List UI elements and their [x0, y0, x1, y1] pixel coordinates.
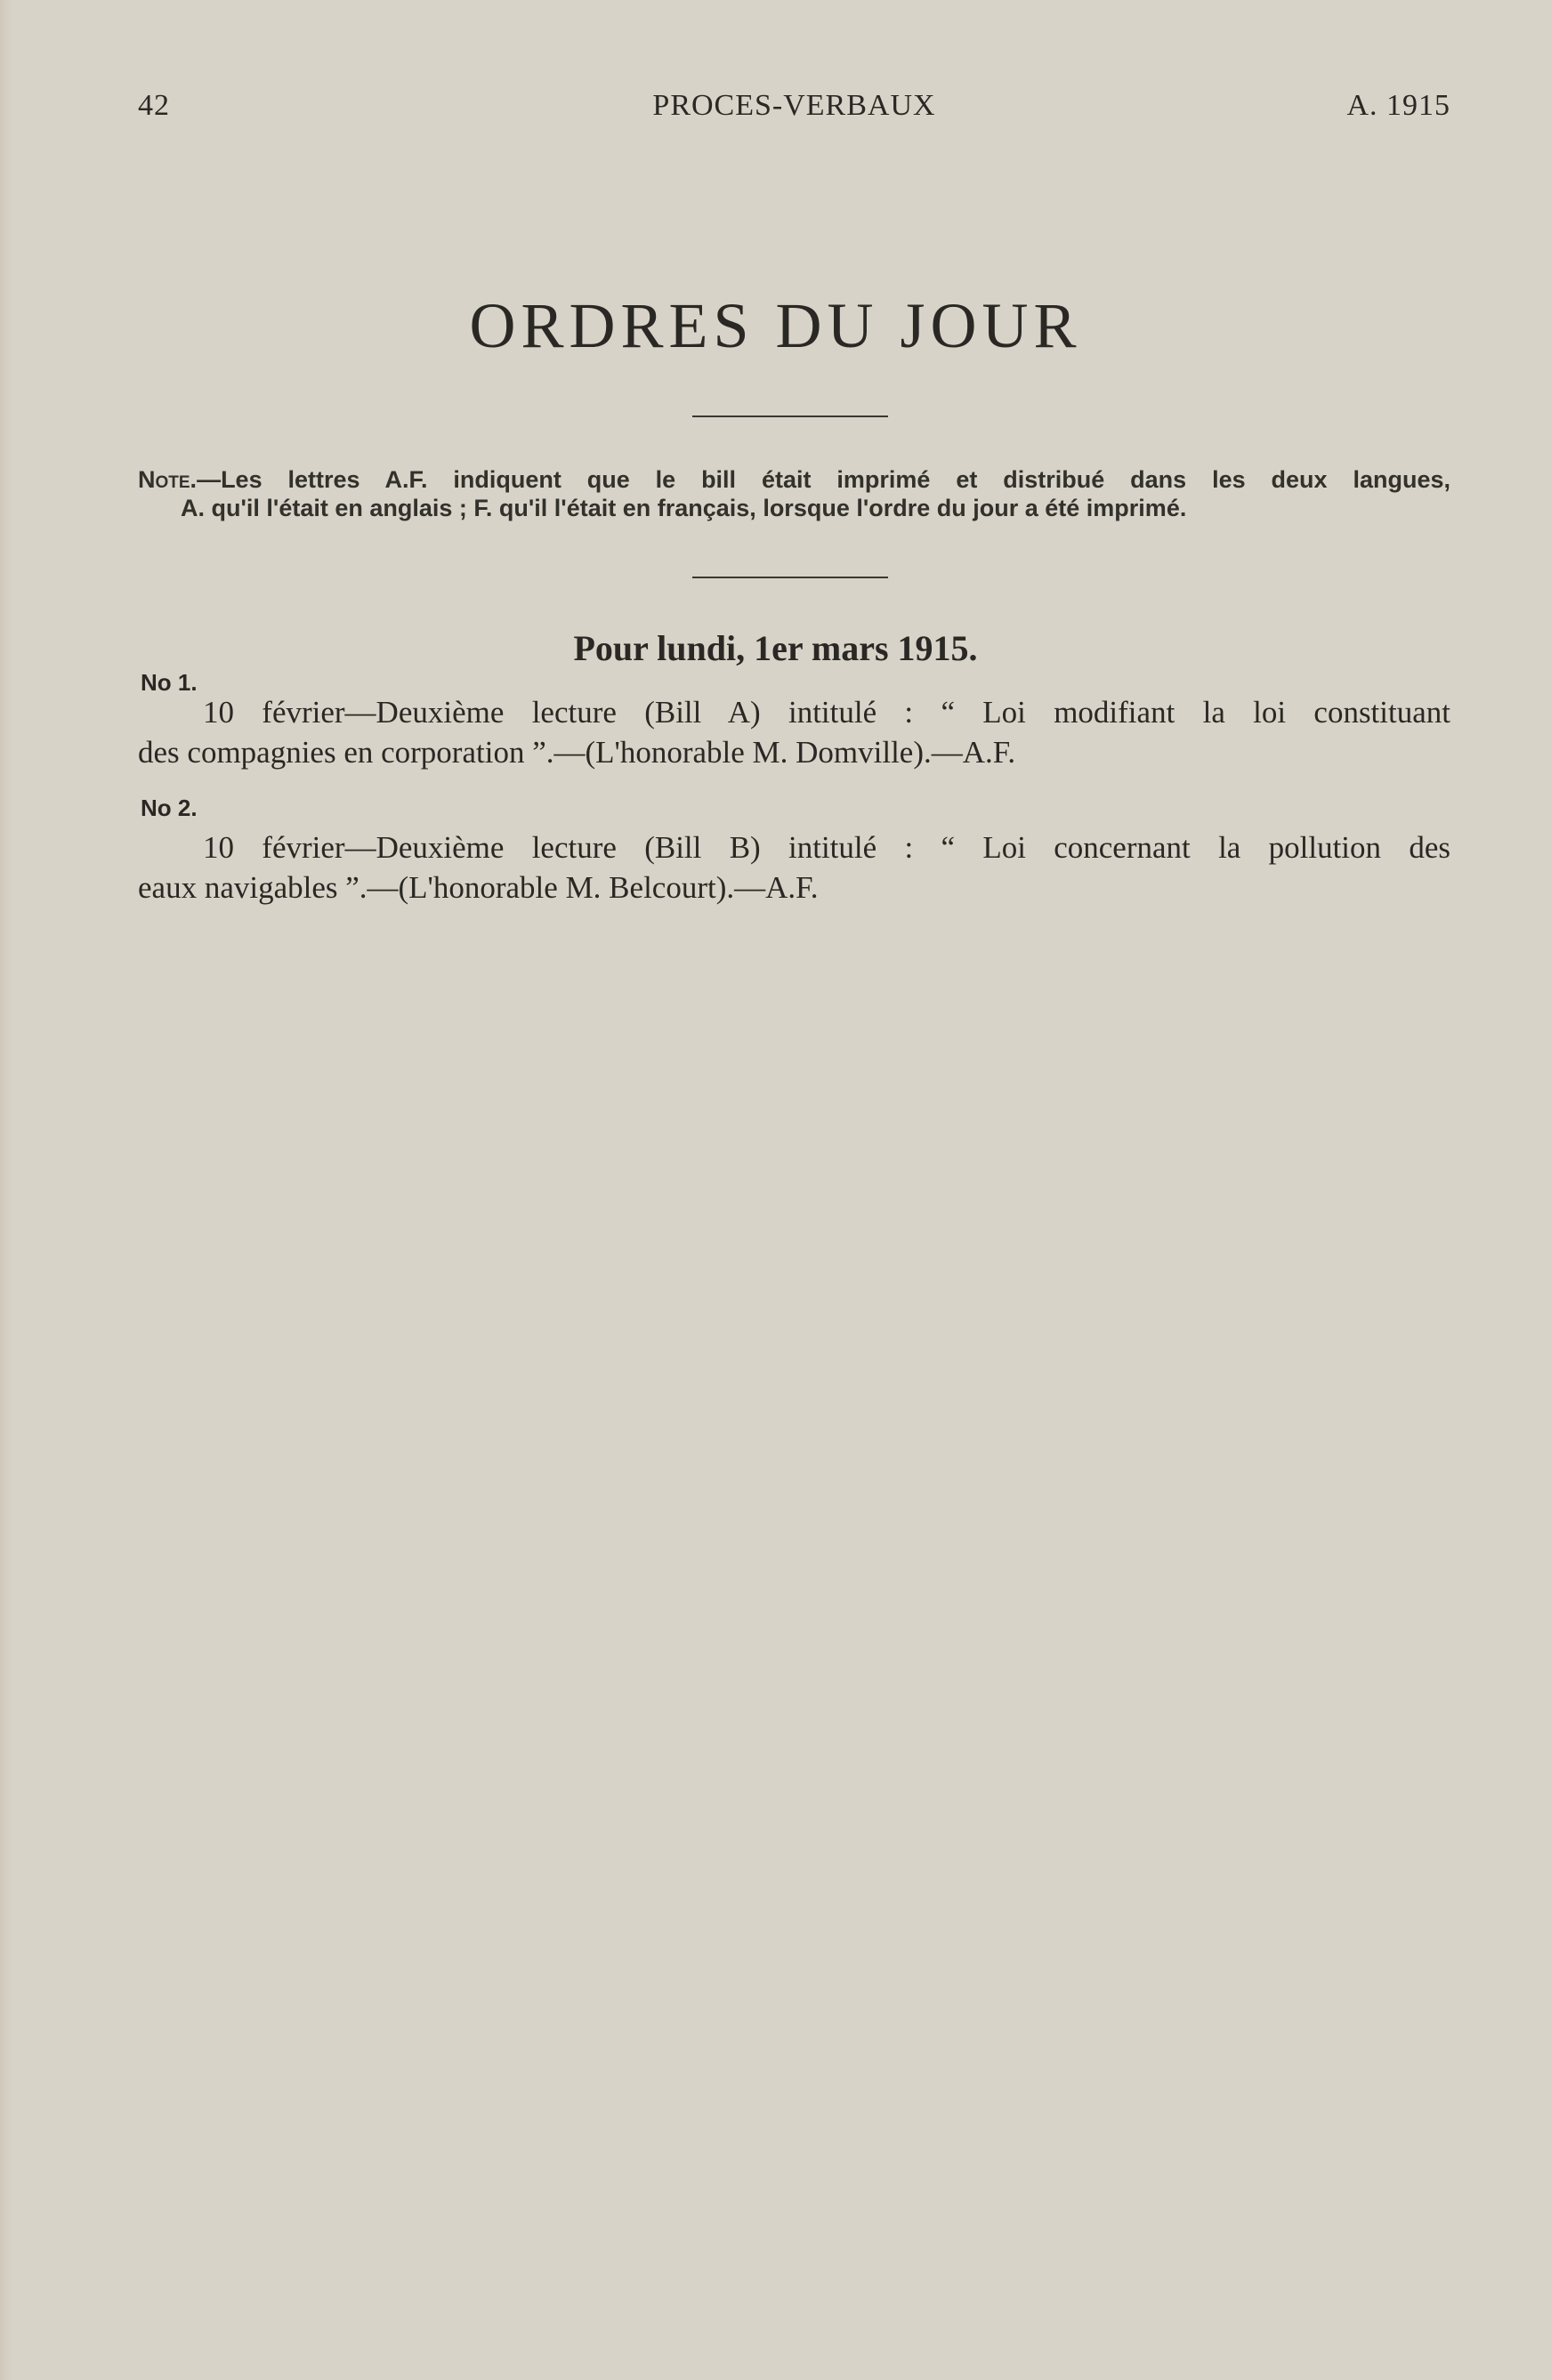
order-item-line-1: 10 février—Deuxième lecture (Bill A) intitulé : “ Loi modifiant la loi constituant — [203, 695, 1450, 730]
divider — [692, 415, 888, 417]
date-heading: Pour lundi, 1er mars 1915. — [573, 628, 978, 668]
note-paragraph — [138, 465, 1450, 522]
order-item-line-1: 10 février—Deuxième lecture (Bill B) intitulé : “ Loi concernant la pollution des — [203, 830, 1450, 865]
order-item-line-2: des compagnies en corporation ”.—(L'honorable M. Domville).—A.F. — [138, 735, 1016, 770]
running-header — [138, 89, 1450, 133]
item-number: No 1. — [141, 669, 198, 696]
note-line-1-text: —Les lettres A.F. indiquent que le bill était imprimé et distribué dans les deux langues, — [197, 466, 1450, 493]
header-year: A. 1915 — [1346, 89, 1450, 122]
divider — [692, 577, 888, 578]
order-item — [138, 827, 1450, 908]
note-line-2: A. qu'il l'était en anglais ; F. qu'il l'était en français, lorsque l'ordre du jour a été imprimé. — [181, 495, 1187, 521]
page-title: ORDRES DU JOUR — [469, 290, 1082, 361]
note-line-1 — [138, 465, 1450, 494]
order-item-line-2: eaux navigables ”.—(L'honorable M. Belcourt).—A.F. — [138, 870, 819, 905]
page-number: 42 — [138, 89, 170, 122]
order-item — [138, 692, 1450, 772]
item-number: No 2. — [141, 795, 198, 821]
running-title: PROCES-VERBAUX — [652, 89, 936, 122]
note-lead: Note. — [138, 466, 198, 493]
